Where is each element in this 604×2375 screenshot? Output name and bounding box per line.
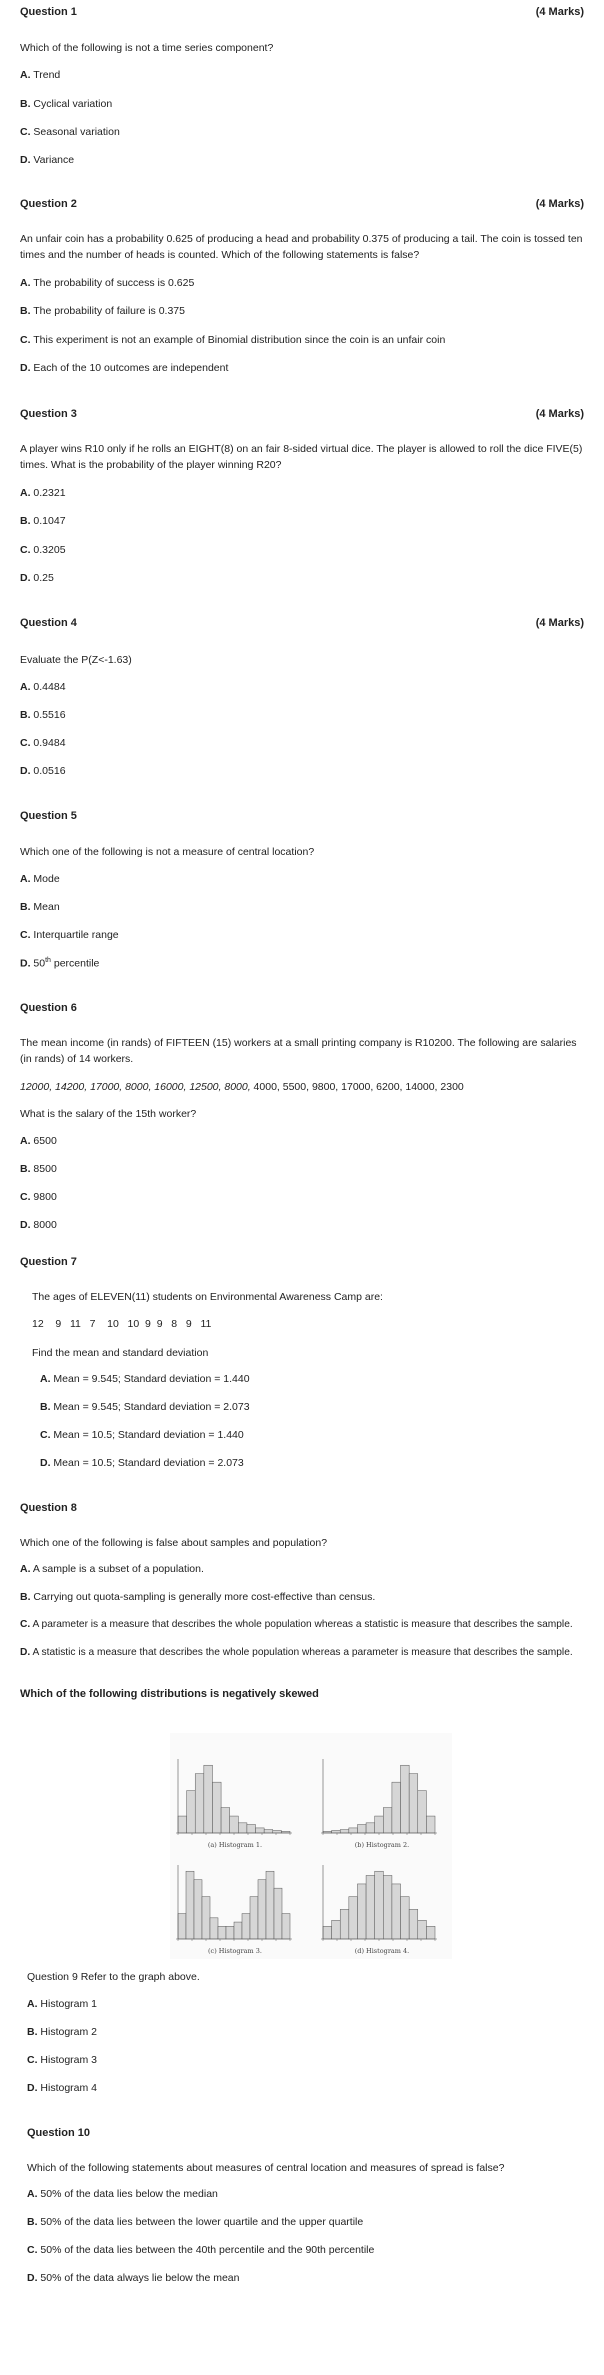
option-c[interactable]: C. 0.9484 — [20, 737, 66, 749]
option-d[interactable]: D. 50% of the data always lie below the mean — [27, 2272, 240, 2284]
question-1-stem: Which of the following is not a time series component? — [20, 42, 274, 54]
question-9-title: Which of the following distributions is negatively skewed — [20, 1688, 319, 1700]
question-7-title: Question 7 — [20, 1256, 77, 1268]
question-3-title: Question 3 — [20, 408, 77, 420]
option-b[interactable]: B. Carrying out quota-sampling is generally more cost-effective than census. — [20, 1591, 376, 1603]
option-d[interactable]: D. Mean = 10.5; Standard deviation = 2.073 — [40, 1457, 244, 1469]
histogram-bar — [218, 1926, 226, 1939]
histogram-bar — [266, 1871, 274, 1939]
histogram-bar — [264, 1830, 273, 1833]
option-d[interactable]: D. 8000 — [20, 1219, 57, 1231]
question-6-stem: The mean income (in rands) of FIFTEEN (15) workers at a small printing company is R10200. The following are salaries (in rands) of 14 workers. — [20, 1037, 577, 1065]
histogram-bar — [250, 1897, 258, 1939]
histogram-bar — [426, 1926, 435, 1939]
option-b[interactable]: B. Histogram 2 — [27, 2026, 98, 2038]
histogram-bar — [332, 1830, 341, 1833]
question-8-title: Question 8 — [20, 1502, 77, 1514]
histogram-bar — [234, 1922, 242, 1939]
histogram-bar — [340, 1909, 349, 1939]
histogram-bar — [247, 1825, 256, 1833]
histogram-figure — [170, 1733, 452, 1959]
question-5-stem: Which one of the following is not a measure of central location? — [20, 846, 315, 858]
salary-data: 12000, 14200, 17000, 8000, 16000, 12500, 8000, 4000, 5500, 9800, 17000, 6200, 14000, 2300 — [20, 1081, 464, 1093]
option-a[interactable]: A. Trend — [20, 69, 61, 81]
option-c[interactable]: C. Seasonal variation — [20, 126, 120, 138]
histogram-bar — [357, 1825, 366, 1833]
histogram-bar — [221, 1808, 230, 1833]
option-a[interactable]: A. A sample is a subset of a population. — [20, 1563, 204, 1575]
option-d[interactable]: D. 0.25 — [20, 572, 54, 584]
histogram-bar — [258, 1880, 266, 1939]
option-a[interactable]: A. Mode — [20, 873, 60, 885]
histogram-bar — [418, 1791, 427, 1833]
histogram-bar — [426, 1816, 435, 1833]
option-d[interactable]: D. 0.0516 — [20, 765, 66, 777]
question-5-title: Question 5 — [20, 810, 77, 822]
question-7-stem: The ages of ELEVEN(11) students on Environmental Awareness Camp are: — [32, 1291, 383, 1303]
option-c[interactable]: C. Histogram 3 — [27, 2054, 98, 2066]
histogram-bar — [242, 1914, 250, 1939]
question-3-marks: (4 Marks) — [535, 408, 584, 420]
histogram-bar — [238, 1823, 247, 1833]
question-2-title: Question 2 — [20, 198, 77, 210]
option-c[interactable]: C. 0.3205 — [20, 544, 66, 556]
histogram-bar — [202, 1897, 210, 1939]
option-a[interactable]: A. 0.4484 — [20, 681, 66, 693]
option-d[interactable]: D. Variance — [20, 154, 75, 166]
option-b[interactable]: B. 0.5516 — [20, 709, 66, 721]
histogram-bar — [186, 1871, 194, 1939]
option-c[interactable]: C. Interquartile range — [20, 929, 119, 941]
histogram-bar — [375, 1816, 384, 1833]
option-a[interactable]: A. Histogram 1 — [27, 1998, 98, 2010]
option-a[interactable]: A. 50% of the data lies below the median — [27, 2188, 218, 2200]
question-10-title: Question 10 — [27, 2127, 90, 2139]
histogram-bar — [392, 1782, 401, 1833]
question-4-title: Question 4 — [20, 617, 77, 629]
histogram-bar — [418, 1920, 427, 1939]
option-d[interactable]: D. A statistic is a measure that describes the whole population whereas a parameter is measure that describes the sample. — [20, 1647, 573, 1658]
option-a[interactable]: A. 0.2321 — [20, 487, 66, 499]
histogram-bar — [212, 1782, 221, 1833]
option-a[interactable]: A. The probability of success is 0.625 — [20, 277, 195, 289]
histogram-bar — [210, 1918, 218, 1939]
histogram-bar — [401, 1765, 410, 1833]
option-a[interactable]: A. Mean = 9.545; Standard deviation = 1.440 — [40, 1373, 250, 1385]
histogram-bar — [349, 1828, 358, 1833]
question-6-title: Question 6 — [20, 1002, 77, 1014]
histogram-bar — [401, 1897, 410, 1939]
histogram-bar — [366, 1875, 375, 1939]
option-c[interactable]: C. 9800 — [20, 1191, 57, 1203]
option-c[interactable]: C. This experiment is not an example of Binomial distribution since the coin is an unfair coin — [20, 334, 446, 346]
question-6-question: What is the salary of the 15th worker? — [20, 1108, 197, 1120]
question-1-title: Question 1 — [20, 6, 77, 18]
histogram-bar — [383, 1875, 392, 1939]
histogram-bar — [178, 1816, 187, 1833]
question-3-stem: A player wins R10 only if he rolls an EIGHT(8) on an fair 8-sided virtual dice. The player is allowed to roll the dice FIVE(5) times. What is the probability of the player winning R20? — [20, 443, 583, 471]
question-2-stem: An unfair coin has a probability 0.625 of producing a head and probability 0.375 of producing a tail. The coin is tossed ten times and the number of heads is counted. Which of the following statements is false? — [20, 233, 583, 261]
caption-a: (a) Histogram 1. — [207, 1841, 263, 1849]
histogram-bar — [194, 1880, 202, 1939]
option-c[interactable]: C. Mean = 10.5; Standard deviation = 1.440 — [40, 1429, 244, 1441]
question-4-stem: Evaluate the P(Z<-1.63) — [20, 654, 132, 666]
histogram-bar — [409, 1774, 418, 1833]
option-c[interactable]: C. A parameter is a measure that describes the whole population whereas a statistic is measure that describes the sample. — [20, 1619, 573, 1630]
histogram-bar — [204, 1765, 213, 1833]
ages-data: 12 9 11 7 10 10 9 9 8 9 11 — [32, 1318, 212, 1330]
histogram-bar — [323, 1926, 332, 1939]
histogram-bar — [383, 1808, 392, 1833]
option-b[interactable]: B. 50% of the data lies between the lower quartile and the upper quartile — [27, 2216, 364, 2228]
histogram-bar — [357, 1884, 366, 1939]
histogram-bar — [366, 1823, 375, 1833]
option-b[interactable]: B. 0.1047 — [20, 515, 66, 527]
histogram-bar — [230, 1816, 239, 1833]
option-a[interactable]: A. 6500 — [20, 1135, 57, 1147]
histogram-bar — [274, 1888, 282, 1939]
histogram-bar — [195, 1774, 204, 1833]
caption-c: (c) Histogram 3. — [208, 1947, 262, 1955]
option-c[interactable]: C. 50% of the data lies between the 40th percentile and the 90th percentile — [27, 2244, 375, 2256]
caption-d: (d) Histogram 4. — [354, 1947, 410, 1955]
question-7-question: Find the mean and standard deviation — [32, 1347, 209, 1359]
histogram-bar — [340, 1830, 349, 1833]
histogram-bar — [256, 1828, 265, 1833]
option-d[interactable]: D. 50th percentile — [20, 957, 100, 970]
histogram-bar — [375, 1871, 384, 1939]
histogram-bar — [332, 1920, 341, 1939]
histogram-bar — [349, 1897, 358, 1939]
histogram-bar — [187, 1791, 196, 1833]
histogram-bar — [282, 1914, 290, 1939]
question-10-stem: Which of the following statements about measures of central location and measures of spread is false? — [27, 2162, 505, 2174]
option-b[interactable]: B. The probability of failure is 0.375 — [20, 305, 185, 317]
histogram-bar — [392, 1884, 401, 1939]
question-9-stem: Question 9 Refer to the graph above. — [27, 1971, 200, 1983]
option-b[interactable]: B. Mean = 9.545; Standard deviation = 2.073 — [40, 1401, 250, 1413]
question-4-marks: (4 Marks) — [535, 617, 584, 629]
option-d[interactable]: D. Histogram 4 — [27, 2082, 98, 2094]
option-b[interactable]: B. 8500 — [20, 1163, 57, 1175]
option-b[interactable]: B. Mean — [20, 901, 60, 913]
question-2-marks: (4 Marks) — [535, 198, 584, 210]
question-8-stem: Which one of the following is false about samples and population? — [20, 1537, 328, 1549]
caption-b: (b) Histogram 2. — [354, 1841, 410, 1849]
histogram-bar — [178, 1914, 186, 1939]
option-b[interactable]: B. Cyclical variation — [20, 98, 113, 110]
question-1-marks: (4 Marks) — [535, 6, 584, 18]
histogram-bar — [273, 1830, 282, 1833]
histogram-bar — [409, 1909, 418, 1939]
option-d[interactable]: D. Each of the 10 outcomes are independent — [20, 362, 229, 374]
histogram-bar — [226, 1926, 234, 1939]
